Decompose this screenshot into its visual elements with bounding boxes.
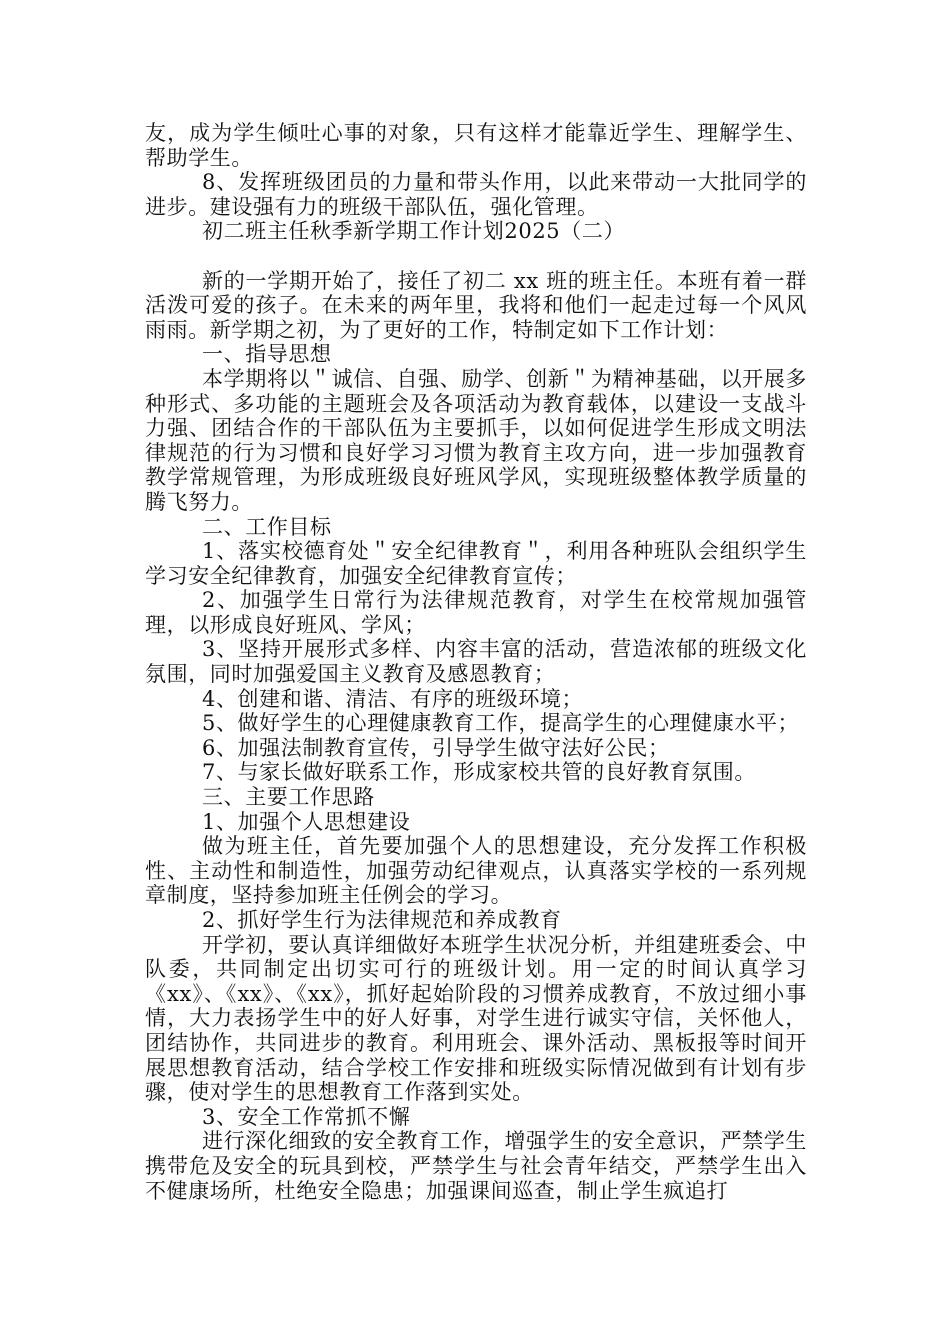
paragraph: 做为班主任，首先要加强个人的思想建设，充分发挥工作积极性、主动性和制造性，加强劳动纪律观点，认真落实学校的一系列规章制度，坚持参加班主任例会的学习。 bbox=[145, 834, 807, 908]
blank-line bbox=[145, 244, 807, 269]
heading: 三、主要工作思路 bbox=[202, 785, 375, 810]
subheading: 2、抓好学生行为法律规范和养成教育 bbox=[202, 908, 562, 932]
paragraph: 8、发挥班级团员的力量和带头作用，以此来带动一大批同学的进步。建设强有力的班级干部队伍，强化管理。 bbox=[145, 170, 807, 219]
section-title: 初二班主任秋季新学期工作计划2025（二） bbox=[202, 219, 626, 244]
list-item: 3、坚持开展形式多样、内容丰富的活动，营造浓郁的班级文化氛围，同时加强爱国主义教育及感恩教育； bbox=[145, 637, 807, 687]
paragraph: 新的一学期开始了，接任了初二 xx 班的班主任。本班有着一群活泼可爱的孩子。在未来的两年里，我将和他们一起走过每一个风风雨雨。新学期之初，为了更好的工作，特制定如下工作计划： bbox=[145, 268, 807, 342]
document-body bbox=[145, 121, 807, 1203]
list-item: 2、加强学生日常行为法律规范教育，对学生在校常规加强管理，以形成良好班风、学风； bbox=[145, 588, 807, 637]
list-item: 4、创建和谐、清洁、有序的班级环境； bbox=[202, 686, 584, 711]
list-item: 7、与家长做好联系工作，形成家校共管的良好教育氛围。 bbox=[202, 760, 756, 785]
paragraph: 进行深化细致的安全教育工作，增强学生的安全意识，严禁学生携带危及安全的玩具到校，严禁学生与社会青年结交，严禁学生出入不健康场所，杜绝安全隐患；加强课间巡查，制止学生疯追打 bbox=[145, 1129, 807, 1203]
heading: 二、工作目标 bbox=[202, 514, 332, 539]
paragraph: 本学期将以＂诚信、自强、励学、创新＂为精神基础，以开展多种形式、多功能的主题班会及各项活动为教育载体，以建设一支战斗力强、团结合作的干部队伍为主要抓手，以如何促进学生形成文明法律规范的行为习惯和良好学习习惯为教育主攻方向，进一步加强教育教学常规管理，为形成班级良好班风学风，实现班级整体教学质量的腾飞努力。 bbox=[145, 366, 807, 514]
list-item: 5、做好学生的心理健康教育工作，提高学生的心理健康水平； bbox=[202, 711, 800, 736]
paragraph: 开学初，要认真详细做好本班学生状况分析，并组建班委会、中队委，共同制定出切实可行的班级计划。用一定的时间认真学习《xx》、《xx》、《xx》，抓好起始阶段的习惯养成教育，不放过细小事情，大力表扬学生中的好人好事，对学生进行诚实守信，关怀他人，团结协作，共同进步的教育。利用班会、课外活动、黑板报等时间开展思想教育活动，结合学校工作安排和班级实际情况做到有计划有步骤，使对学生的思想教育工作落到实处。 bbox=[145, 932, 807, 1105]
list-item: 6、加强法制教育宣传，引导学生做守法好公民； bbox=[202, 735, 670, 760]
paragraph: 友，成为学生倾吐心事的对象，只有这样才能靠近学生、理解学生、帮助学生。 bbox=[145, 121, 807, 170]
heading: 一、指导思想 bbox=[202, 342, 332, 367]
subheading: 3、安全工作常抓不懈 bbox=[202, 1104, 411, 1129]
list-item: 1、落实校德育处＂安全纪律教育＂，利用各种班队会组织学生学习安全纪律教育，加强安全纪律教育宣传； bbox=[145, 539, 807, 588]
subheading: 1、加强个人思想建设 bbox=[202, 809, 411, 834]
